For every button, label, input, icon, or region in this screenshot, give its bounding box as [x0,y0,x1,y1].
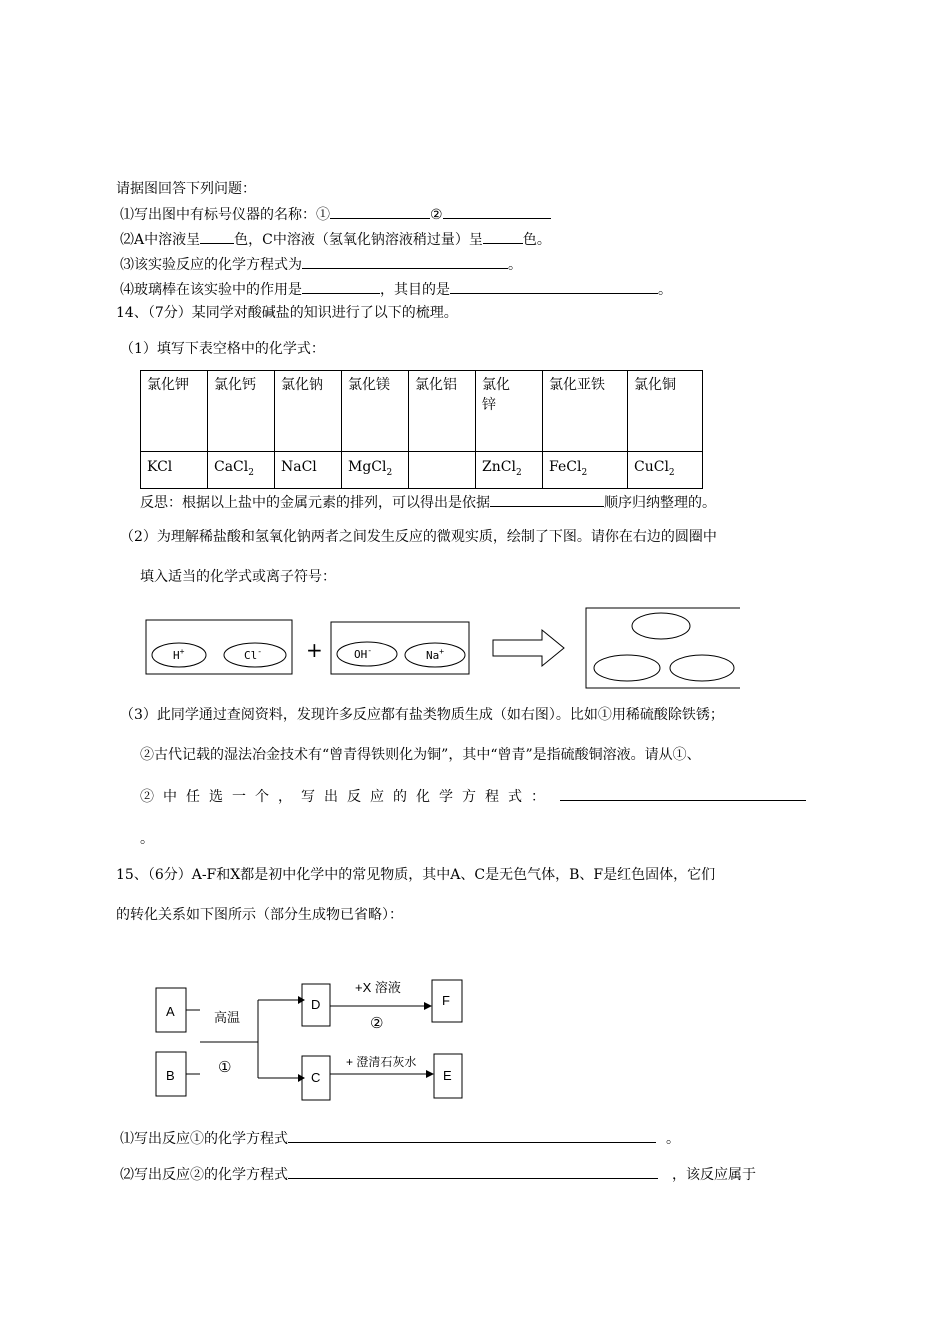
q13-part1 [120,204,551,224]
formula-cell [628,452,703,489]
formula-sub: 2 [248,467,254,478]
answer-circle-left[interactable] [594,655,660,681]
q15-part2-end: ，该反应属于 [672,1167,756,1183]
q15-part1-text: ⑴写出反应①的化学方程式 [120,1131,288,1147]
q14-reflection [140,492,716,512]
q13-blank-3[interactable] [200,229,234,244]
q13-part1-mid: ② [430,207,443,223]
answer-circle-top[interactable] [632,613,690,639]
reflection-text-a: 反思：根据以上盐中的金属元素的排列，可以得出是依据 [140,495,490,511]
formula-sub: 2 [386,467,393,478]
salt-name-cell: 氯化钙 [208,371,275,452]
q13-part3-end: 。 [508,257,522,273]
q13-part4-end: 。 [658,282,672,298]
formula-base: FeCl [549,459,582,476]
q14-title: 14、（7分）某同学对酸碱盐的知识进行了以下的梳理。 [116,305,458,321]
q13-part2-b: 色，C中溶液（氢氧化钠溶液稍过量）呈 [234,232,483,248]
formula-cell [208,452,275,489]
q13-part3-text: ⑶该实验反应的化学方程式为 [120,257,302,273]
oh-ion-label: OH- [354,646,373,661]
q13-part1-text: ⑴写出图中有标号仪器的名称：① [120,207,330,223]
q15-blank-2[interactable] [288,1164,658,1179]
conversion-flowchart [150,976,480,1106]
q13-blank-6[interactable] [302,279,380,294]
salt-name-text: 氯化锌 [482,377,510,413]
reaction-number-2: ② [370,1015,384,1032]
condition-high-temp: 高温 [214,1010,241,1025]
formula-cell [275,452,342,489]
salt-name-cell: 氯化钠 [275,371,342,452]
q13-part2 [120,229,551,249]
q14-equation-blank[interactable] [560,786,806,801]
salt-name-cell: 氯化铜 [628,371,703,452]
arrowhead-e [426,1070,434,1078]
q14-part2-line1: （2）为理解稀盐酸和氢氧化钠两者之间发生反应的微观实质，绘制了下图。请你在右边的圆圈中 [120,529,717,545]
q15-part1 [120,1128,680,1148]
reflection-blank[interactable] [490,492,604,507]
q15-part2 [120,1164,756,1184]
reaction-number-1: ① [218,1059,232,1076]
q14-part3-line2: ②古代记载的湿法冶金技术有“曾青得铁则化为铜”，其中“曾青”是指硫酸铜溶液。请从①、 [140,747,701,763]
q14-part2-line2: 填入适当的化学式或离子符号： [140,569,336,585]
q13-part4-b: ，其目的是 [380,282,450,298]
intro-text: 请据图回答下列问题： [116,181,256,197]
label-d: D [311,997,321,1012]
q13-blank-5[interactable] [302,254,508,269]
salt-name-cell: 氯化钾 [141,371,208,452]
salt-table-header-row [141,371,703,452]
arrowhead-f [424,1002,432,1010]
q15-part1-end: 。 [666,1131,680,1147]
salt-table [140,370,703,489]
plus-sign: + [306,638,323,662]
formula-cell [476,452,543,489]
h-ion-label: H+ [173,647,185,662]
formula-sub: 2 [668,467,675,478]
formula-cell-empty[interactable] [409,452,476,489]
ion-reaction-diagram [140,606,740,690]
q15-blank-1[interactable] [288,1128,656,1143]
q14-part3-line3-text: ②中任选一个，写出反应的化学方程式： [140,789,554,805]
q13-part2-c: 色。 [522,232,551,248]
label-a: A [166,1004,175,1019]
q13-blank-2[interactable] [443,204,551,219]
salt-name-cell [476,371,543,452]
q15-line2: 的转化关系如下图所示（部分生成物已省略）： [116,907,403,923]
label-c: C [311,1070,321,1085]
q15-line1: 15、（6分）A-F和X都是初中化学中的常见物质，其中A、C是无色气体，B、F是红色固体，它们 [116,867,716,883]
q14-part3-line3 [140,786,806,806]
answer-circle-right[interactable] [670,655,734,681]
formula-sub: 2 [515,467,522,478]
formula-base: ZnCl [482,459,516,476]
formula-base: KCl [147,459,173,476]
formula-base: NaCl [281,459,317,476]
q15-part2-text: ⑵写出反应②的化学方程式 [120,1167,288,1183]
label-f: F [442,993,450,1008]
q14-part1: （1）填写下表空格中的化学式： [120,341,325,357]
q13-part4 [120,279,672,299]
hollow-arrow [493,630,564,666]
formula-base: CuCl [634,459,669,476]
formula-base: CaCl [214,459,249,476]
q13-part3 [120,254,522,274]
condition-x-solution: +X 溶液 [355,980,401,995]
condition-limewater: + 澄清石灰水 [346,1055,417,1069]
product-box [586,608,740,688]
label-e: E [443,1068,452,1083]
formula-cell [543,452,628,489]
q13-part2-a: ⑵A中溶液呈 [120,232,201,248]
salt-name-cell: 氯化亚铁 [543,371,628,452]
formula-cell [342,452,409,489]
salt-table-formula-row [141,452,703,489]
formula-sub: 2 [581,467,588,478]
q14-part3-line1: （3）此同学通过查阅资料，发现许多反应都有盐类物质生成（如右图）。比如①用稀硫酸除铁锈； [120,707,724,723]
formula-cell [141,452,208,489]
formula-base: MgCl [348,459,387,476]
q14-part3-line4: 。 [140,831,154,847]
q13-blank-1[interactable] [330,204,430,219]
salt-name-cell: 氯化铝 [409,371,476,452]
q13-blank-4[interactable] [483,229,523,244]
cl-ion-label: Cl- [244,647,263,662]
salt-name-cell: 氯化镁 [342,371,409,452]
label-b: B [166,1068,175,1083]
q13-blank-7[interactable] [450,279,658,294]
reflection-text-b: 顺序归纳整理的。 [604,495,716,511]
na-ion-label: Na+ [426,647,445,662]
q13-part4-a: ⑷玻璃棒在该实验中的作用是 [120,282,302,298]
